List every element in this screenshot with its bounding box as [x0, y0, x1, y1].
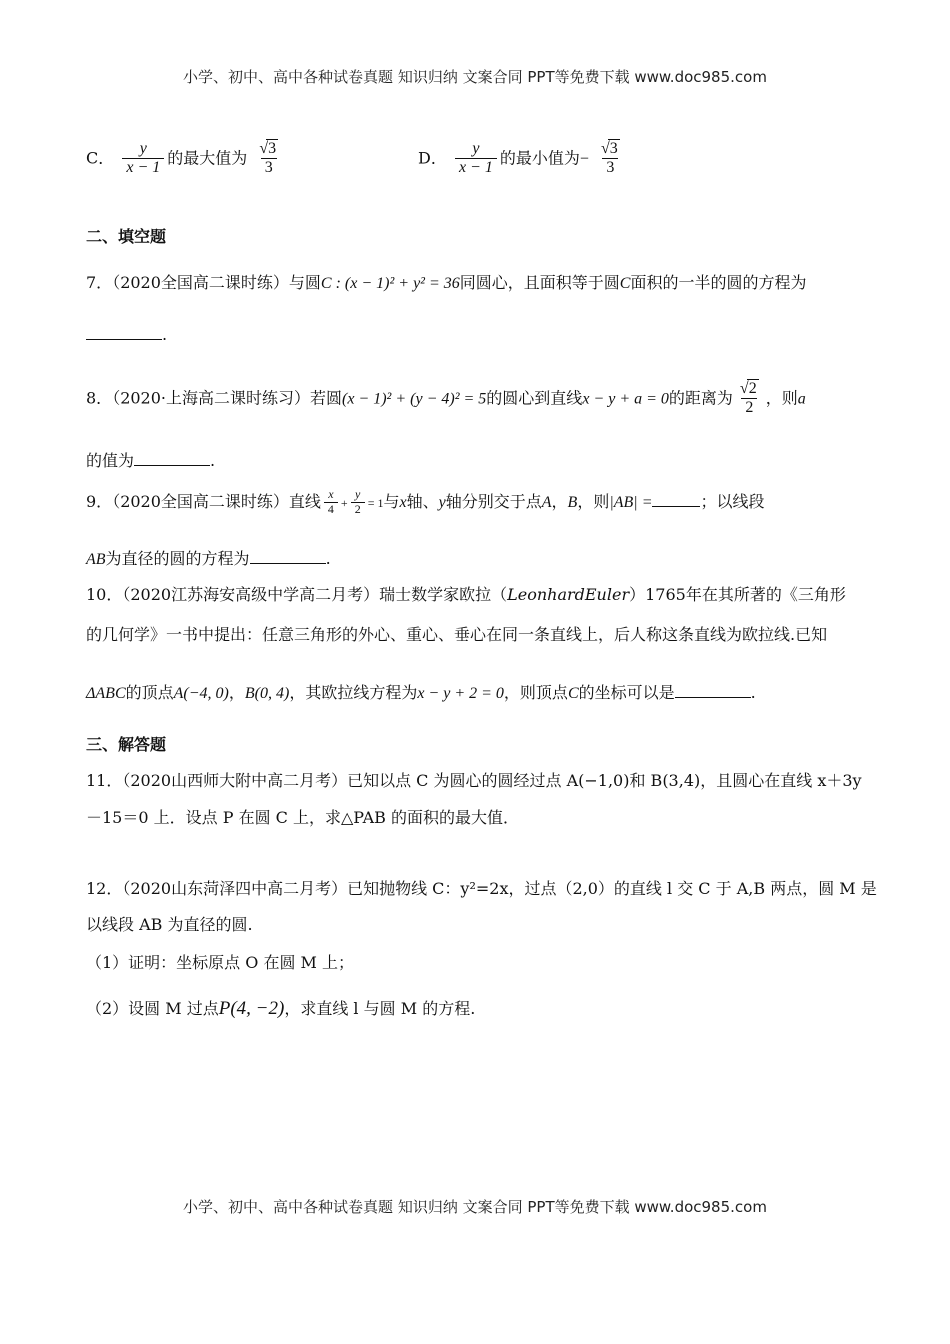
question-7-answer: . — [86, 325, 167, 344]
question-12-part1: （1）证明：坐标原点 O 在圆 M 上； — [86, 953, 355, 972]
section-fill-in: 二、填空题 — [86, 227, 167, 246]
page-header: 小学、初中、高中各种试卷真题 知识归纳 文案合同 PPT等免费下载 www.doc985.com — [183, 68, 767, 86]
question-12-part2: （2）设圆 M 过点P(4, −2)，求直线 l 与圆 M 的方程. — [86, 998, 476, 1019]
question-8-answer: 的值为 . — [86, 451, 216, 470]
answer-blank[interactable] — [86, 339, 162, 340]
fraction: $\frac{√3}{3}$ — [259, 140, 277, 177]
answer-blank[interactable] — [250, 563, 326, 564]
answer-blank[interactable] — [134, 465, 210, 466]
section-answer: 三、解答题 — [86, 735, 167, 754]
question-9: 9．（2020全国高二课时练）直线 $\frac{x}{4}$ + $\frac{y}{2}$ = 1与x轴、y轴分别交于点A，B，则|AB| = ；以线段 — [86, 487, 765, 516]
option-c: C． $\frac{y}{x - 1}$ 的最大值为 $\frac{√3}{3}$ — [86, 140, 285, 178]
question-10-line3: ΔABC的顶点A(−4, 0)，B(0, 4)，其欧拉线方程为x − y + 2 = 0，则顶点C的坐标可以是 . — [86, 683, 756, 702]
question-12: 12．（2020山东菏泽四中高二月考）已知抛物线 C：y²=2x，过点（2,0）的直线 l 交 C 于 A,B 两点，圆 M 是 — [86, 879, 877, 898]
question-9-line2: AB为直径的圆的方程为 . — [86, 549, 331, 568]
question-10-line2: 的几何学》一书中提出：任意三角形的外心、重心、垂心在同一条直线上，后人称这条直线为欧拉线.已知 — [86, 625, 828, 644]
fraction: $\frac{y}{x - 1}$ — [455, 140, 497, 178]
answer-blank[interactable] — [652, 506, 700, 507]
fraction: $\frac{y}{2}$ — [351, 488, 365, 517]
question-7: 7．（2020全国高二课时练）与圆C : (x − 1)² + y² = 36同圆心，且面积等于圆C面积的一半的圆的方程为 — [86, 273, 807, 292]
option-d-label: D． — [418, 148, 447, 168]
question-8: 8．（2020·上海高二课时练习）若圆(x − 1)² + (y − 4)² = 5的圆心到直线x − y + a = 0的距离为 $\frac{√2}{2}$ ，则a — [86, 380, 806, 417]
fraction: $\frac{x}{4}$ — [324, 488, 338, 517]
question-12-line2: 以线段 AB 为直径的圆. — [86, 915, 253, 934]
fraction: $\frac{y}{x - 1}$ — [122, 140, 164, 178]
question-11: 11．（2020山西师大附中高二月考）已知以点 C 为圆心的圆经过点 A(−1,0)和 B(3,4)，且圆心在直线 x＋3y — [86, 771, 862, 790]
fraction: $\frac{√2}{2}$ — [739, 380, 757, 417]
page-footer: 小学、初中、高中各种试卷真题 知识归纳 文案合同 PPT等免费下载 www.doc985.com — [183, 1198, 767, 1216]
answer-blank[interactable] — [675, 697, 751, 698]
question-10: 10．（2020江苏海安高级中学高二月考）瑞士数学家欧拉（LeonhardEuler）1765年在其所著的《三角形 — [86, 585, 846, 604]
question-11-line2: －15＝0 上．设点 P 在圆 C 上，求△PAB 的面积的最大值． — [86, 808, 519, 827]
option-d: D． $\frac{y}{x - 1}$ 的最小值为− $\frac{√3}{3}$ — [418, 140, 627, 178]
option-c-label: C． — [86, 148, 115, 168]
fraction: $\frac{√3}{3}$ — [600, 140, 618, 177]
